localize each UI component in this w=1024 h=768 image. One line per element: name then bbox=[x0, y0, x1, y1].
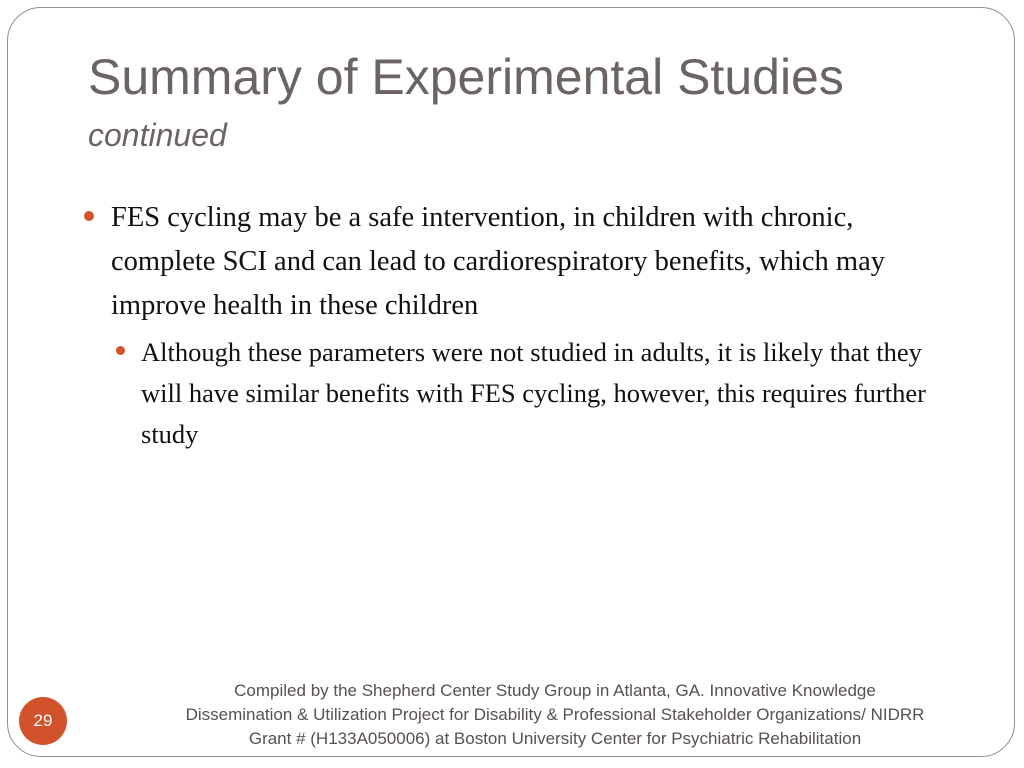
sub-bullet-text: Although these parameters were not studied in adults, it is likely that they will have similar benefits with FES cycling, however, this requires further study bbox=[141, 337, 926, 449]
footer-line: Compiled by the Shepherd Center Study Group in Atlanta, GA. Innovative Knowledge bbox=[234, 681, 876, 700]
slide-frame bbox=[7, 7, 1015, 757]
bullet-dot-icon bbox=[116, 346, 125, 355]
slide-body bbox=[78, 196, 958, 455]
slide-subtitle: continued bbox=[88, 117, 227, 153]
footer-line: Dissemination & Utilization Project for Disability & Professional Stakeholder Organizations/ NIDRR bbox=[185, 705, 925, 724]
slide-footer bbox=[108, 679, 1002, 751]
bullet-dot-icon bbox=[84, 211, 94, 221]
bullet-item bbox=[78, 196, 958, 328]
slide-number-badge bbox=[19, 697, 67, 745]
bullet-text: FES cycling may be a safe intervention, in children with chronic, complete SCI and can lead to cardiorespiratory benefits, which may improve health in these children bbox=[111, 202, 885, 321]
slide-number: 29 bbox=[33, 711, 53, 730]
sub-bullet-item bbox=[78, 332, 958, 455]
slide-title: Summary of Experimental Studies bbox=[88, 49, 844, 105]
footer-line: Grant # (H133A050006) at Boston University Center for Psychiatric Rehabilitation bbox=[248, 729, 862, 748]
